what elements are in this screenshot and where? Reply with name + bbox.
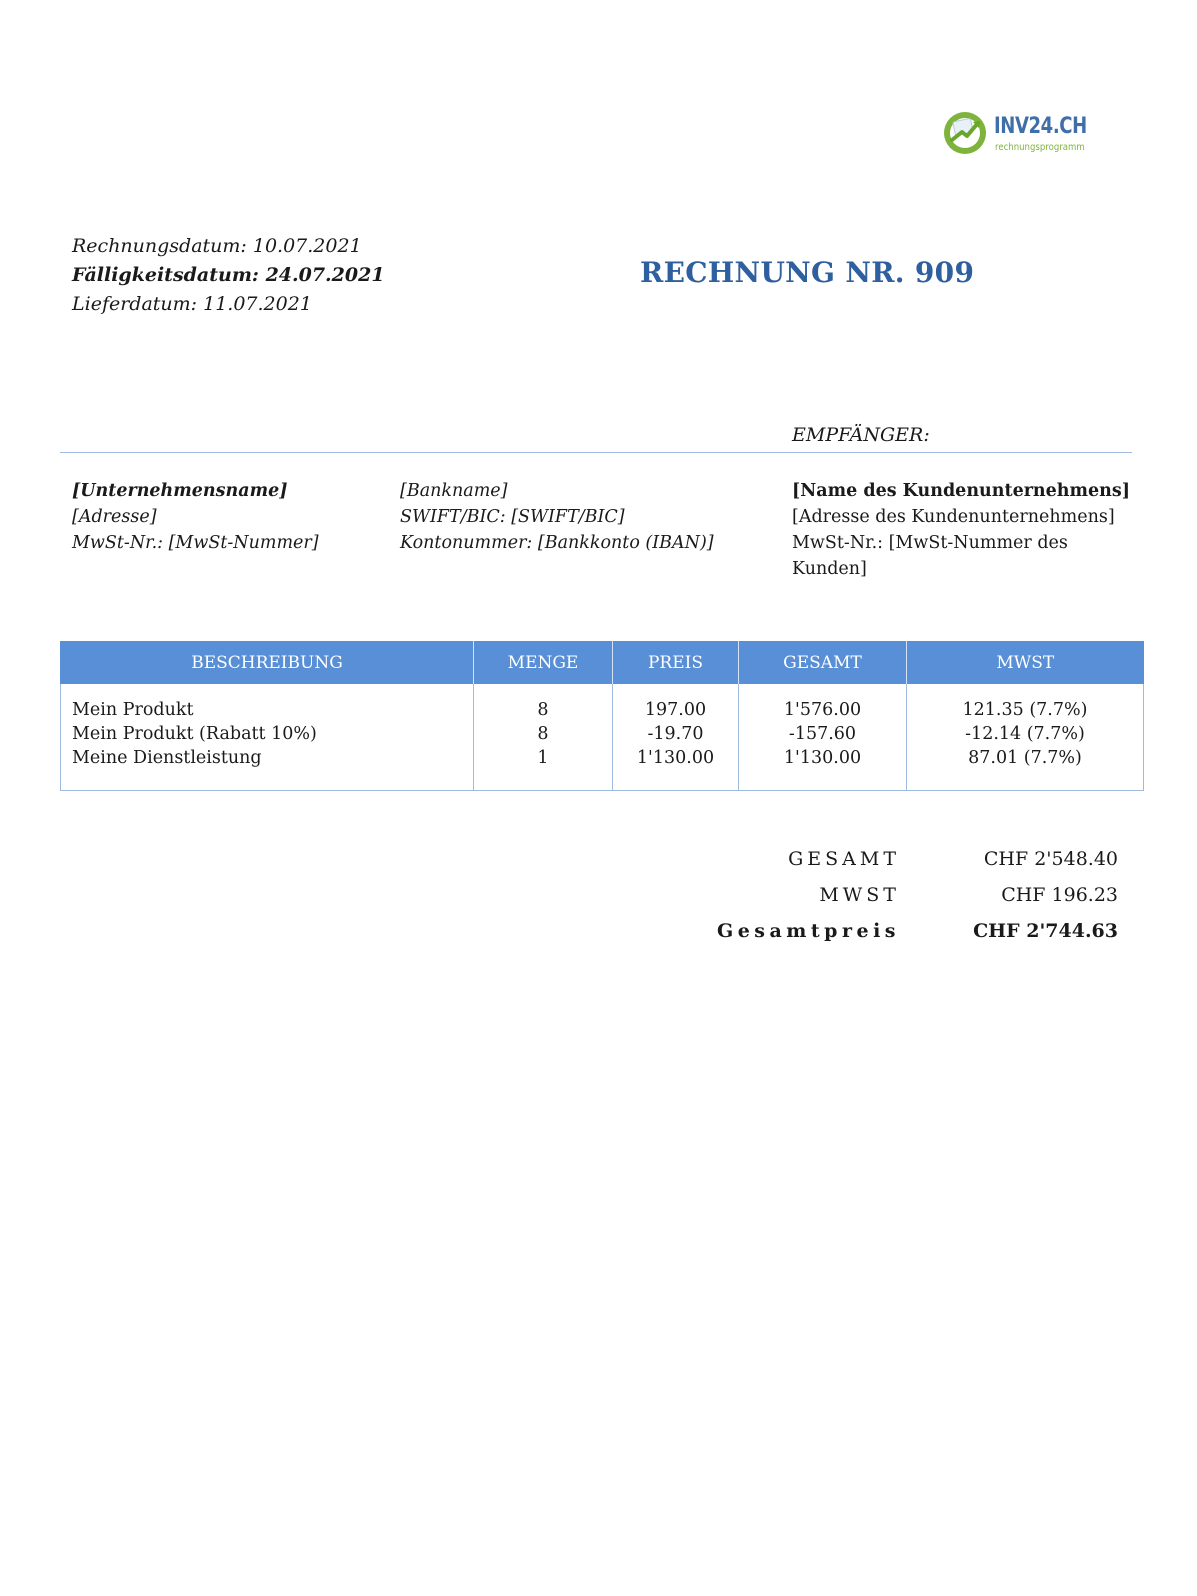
header-quantity: MENGE xyxy=(474,641,613,684)
invoice-dates xyxy=(72,232,385,319)
logo-subtitle: rechnungsprogramm xyxy=(995,142,1085,153)
row-price: 197.00 xyxy=(644,700,707,720)
header-total: GESAMT xyxy=(739,641,907,684)
items-table xyxy=(60,641,1144,791)
row-total: -157.60 xyxy=(788,724,857,744)
recipient-label: EMPFÄNGER: xyxy=(792,424,930,446)
row-price: 1'130.00 xyxy=(636,748,715,768)
row-description: Meine Dienstleistung xyxy=(72,748,262,768)
grand-total-value: CHF 2'744.63 xyxy=(973,920,1118,942)
invoice-date: Rechnungsdatum: 10.07.2021 xyxy=(72,235,362,257)
sender-company-block xyxy=(72,478,319,556)
row-description: Mein Produkt xyxy=(72,700,194,720)
invoice-title: RECHNUNG NR. 909 xyxy=(640,256,975,289)
company-vat: MwSt-Nr.: [MwSt-Nummer] xyxy=(72,533,319,553)
grand-total-label: Gesamtpreis xyxy=(716,920,900,942)
row-total: 1'130.00 xyxy=(783,748,862,768)
logo-name: INV24.CH xyxy=(994,114,1087,139)
row-vat: 121.35 (7.7%) xyxy=(962,700,1088,720)
price-cell xyxy=(613,684,739,791)
table-body-row xyxy=(61,684,1144,791)
due-date: Fälligkeitsdatum: 24.07.2021 xyxy=(72,264,385,286)
table-header-row xyxy=(61,641,1144,684)
row-description: Mein Produkt (Rabatt 10%) xyxy=(72,724,317,744)
client-address: [Adresse des Kundenunternehmens] xyxy=(792,507,1115,527)
row-vat: -12.14 (7.7%) xyxy=(965,724,1085,744)
row-quantity: 8 xyxy=(537,724,549,744)
client-vat-cont: Kunden] xyxy=(792,559,867,579)
client-name: [Name des Kundenunternehmens] xyxy=(792,481,1131,501)
company-name: [Unternehmensname] xyxy=(72,481,288,501)
row-vat: 87.01 (7.7%) xyxy=(968,748,1082,768)
header-description: BESCHREIBUNG xyxy=(61,641,474,684)
divider xyxy=(60,452,1132,453)
vat-cell xyxy=(907,684,1144,791)
bank-block xyxy=(400,478,714,556)
vat-total-label: MWST xyxy=(819,884,900,906)
quantity-cell xyxy=(474,684,613,791)
subtotal-value: CHF 2'548.40 xyxy=(983,848,1118,870)
company-address: [Adresse] xyxy=(72,507,157,527)
bank-account: Kontonummer: [Bankkonto (IBAN)] xyxy=(400,533,714,553)
row-price: -19.70 xyxy=(647,724,704,744)
header-vat: MWST xyxy=(907,641,1144,684)
delivery-date: Lieferdatum: 11.07.2021 xyxy=(72,293,312,315)
vat-total-value: CHF 196.23 xyxy=(1001,884,1118,906)
row-quantity: 8 xyxy=(537,700,549,720)
description-cell xyxy=(61,684,474,791)
total-cell xyxy=(739,684,907,791)
bank-swift: SWIFT/BIC: [SWIFT/BIC] xyxy=(400,507,625,527)
row-total: 1'576.00 xyxy=(783,700,862,720)
logo-icon xyxy=(942,110,988,156)
client-vat: MwSt-Nr.: [MwSt-Nummer des xyxy=(792,533,1068,553)
bank-name: [Bankname] xyxy=(400,481,508,501)
client-block xyxy=(792,478,1130,582)
header-price: PREIS xyxy=(613,641,739,684)
company-logo xyxy=(942,106,1092,160)
subtotal-label: GESAMT xyxy=(788,848,900,870)
row-quantity: 1 xyxy=(537,748,549,768)
